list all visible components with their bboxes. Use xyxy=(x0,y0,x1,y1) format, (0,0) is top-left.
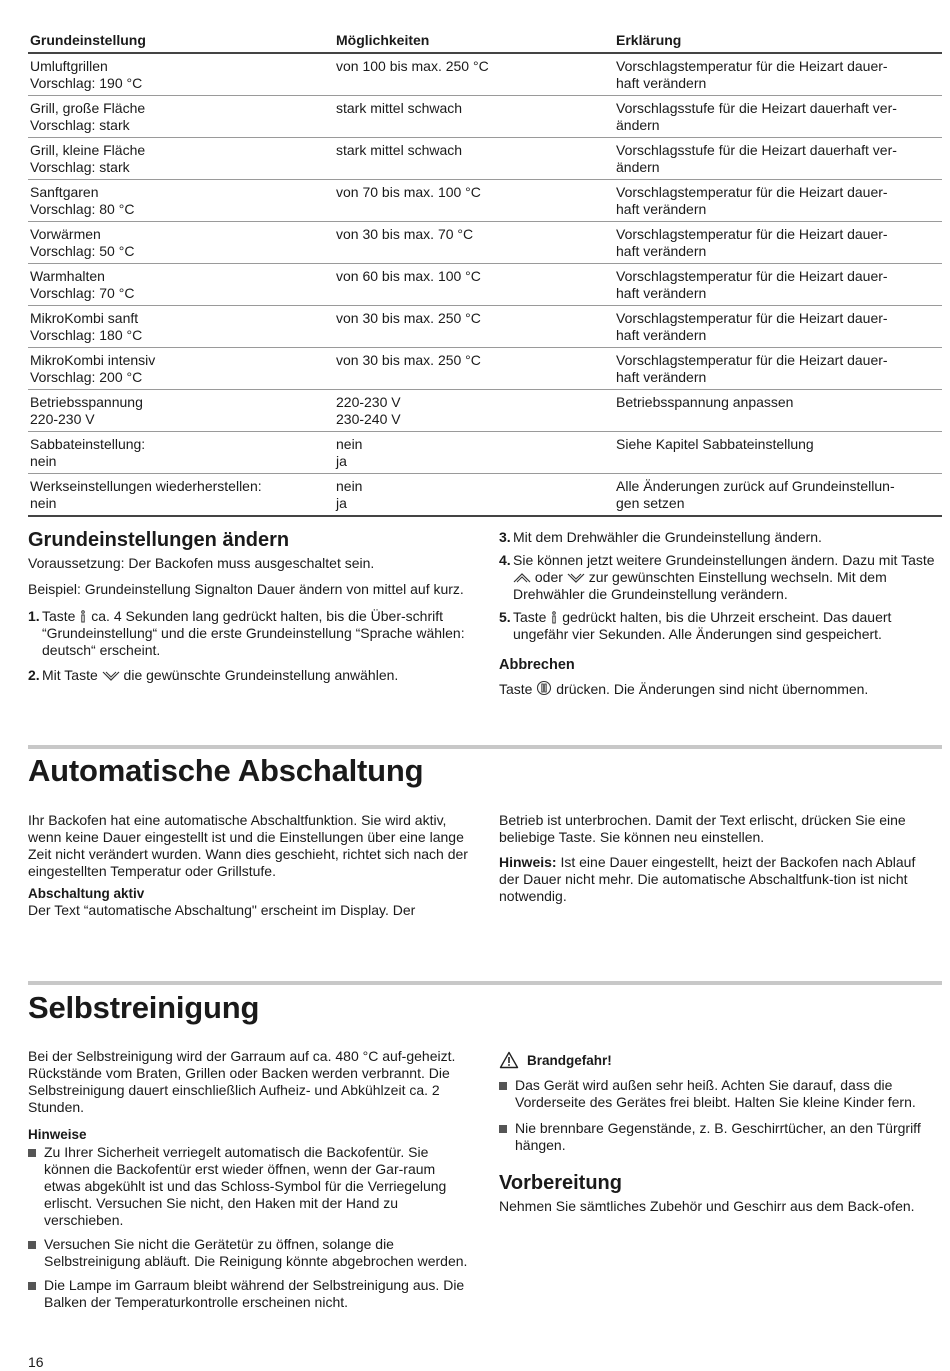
table-cell xyxy=(28,436,336,470)
abschaltung-right xyxy=(499,812,939,905)
cell-line: Vorschlagstemperatur für die Heizart dauer- xyxy=(616,226,888,242)
table-cell xyxy=(616,394,942,428)
table-cell xyxy=(28,58,336,92)
power-key-icon xyxy=(536,680,552,696)
warning-list xyxy=(499,1077,942,1154)
cell-line: Vorschlagstemperatur für die Heizart dauer- xyxy=(616,184,888,200)
cell-line: 220-230 V xyxy=(336,394,401,410)
step-1: 1. Taste ca. 4 Sekunden lang gedrückt halten, bis die Über-schrift “Grundeinstellung“ und die erste Grundeinstellung “Sprache wählen: deutsch“ erscheint. xyxy=(28,608,465,658)
cell-line: Vorschlagstemperatur für die Heizart dauer- xyxy=(616,58,888,74)
table-cell xyxy=(336,268,616,302)
cell-line: von 30 bis max. 70 °C xyxy=(336,226,474,242)
vorbereitung-heading: Vorbereitung xyxy=(499,1172,622,1194)
cell-line: Vorschlagsstufe für die Heizart dauerhaft ver- xyxy=(616,100,897,116)
abschaltung-aktiv-heading: Abschaltung aktiv xyxy=(28,886,145,901)
table-cell xyxy=(28,478,336,512)
table-row xyxy=(28,96,942,138)
table-cell xyxy=(616,436,942,470)
list-item: Versuchen Sie nicht die Gerätetür zu öffnen, solange die Selbstreinigung abläuft. Die Reinigung könnte abgebrochen werden. xyxy=(28,1236,468,1270)
table-row xyxy=(28,432,942,474)
cell-line: Umluftgrillen xyxy=(30,58,108,74)
cell-line: MikroKombi intensiv xyxy=(30,352,156,368)
table-row xyxy=(28,348,942,390)
table-cell xyxy=(28,394,336,428)
bullet-icon xyxy=(28,1282,36,1290)
cell-line: Vorschlagstemperatur für die Heizart dauer- xyxy=(616,352,888,368)
cell-line: von 100 bis max. 250 °C xyxy=(336,58,489,74)
cell-line: Vorschlag: 200 °C xyxy=(30,369,143,385)
hinweise-heading: Hinweise xyxy=(28,1127,87,1142)
cell-line: Vorschlag: 50 °C xyxy=(30,243,135,259)
cell-line: ja xyxy=(336,495,347,511)
table-cell xyxy=(28,142,336,176)
cell-line: 230-240 V xyxy=(336,411,401,427)
table-row xyxy=(28,180,942,222)
cell-line: von 60 bis max. 100 °C xyxy=(336,268,481,284)
abschaltung-right-text: Betrieb ist unterbrochen. Damit der Text erlischt, drücken Sie eine beliebige Taste. Sie können neu einstellen. xyxy=(499,812,906,845)
table-row xyxy=(28,222,942,264)
header-erklaerung: Erklärung xyxy=(616,31,682,48)
section-rule xyxy=(28,981,942,985)
cell-line: nein xyxy=(30,495,57,511)
cell-line: haft verändern xyxy=(616,75,707,91)
cell-line: ändern xyxy=(616,117,660,133)
cell-line: Vorschlagsstufe für die Heizart dauerhaft ver- xyxy=(616,142,897,158)
section-rule xyxy=(28,745,942,749)
cell-line: haft verändern xyxy=(616,369,707,385)
warning-heading: Brandgefahr! xyxy=(499,1051,942,1069)
table-cell xyxy=(336,310,616,344)
grundeinstellungen-right xyxy=(499,529,942,698)
list-item: Zu Ihrer Sicherheit verriegelt automatisch die Backofentür. Sie können die Backofentür erst wieder öffnen, wenn der Gar-raum etwas abgekühlt ist und das Schloss-Symbol für die Verriegelung erlischt. Versuchen Sie nicht, den Haken mit der Hand zu verschieben. xyxy=(28,1144,468,1229)
cell-line: Vorschlag: 80 °C xyxy=(30,201,135,217)
table-cell xyxy=(616,310,942,344)
cell-line: von 30 bis max. 250 °C xyxy=(336,310,481,326)
table-cell xyxy=(616,58,942,92)
cell-line: gen setzen xyxy=(616,495,685,511)
table-cell xyxy=(616,142,942,176)
hinweise-list xyxy=(28,1144,468,1311)
table-row xyxy=(28,54,942,96)
cell-line: ja xyxy=(336,453,347,469)
cell-line: Siehe Kapitel Sabbateinstellung xyxy=(616,436,814,452)
table-cell xyxy=(336,142,616,176)
table-cell xyxy=(336,226,616,260)
cell-line: Sanftgaren xyxy=(30,184,99,200)
table-cell xyxy=(336,100,616,134)
header-grundeinstellung: Grundeinstellung xyxy=(30,31,146,48)
table-cell xyxy=(28,310,336,344)
abschaltung-title: Automatische Abschaltung xyxy=(28,753,424,788)
cell-line: ändern xyxy=(616,159,660,175)
bullet-icon xyxy=(499,1125,507,1133)
table-cell xyxy=(616,268,942,302)
abbrechen-text: Taste drücken. Die Änderungen sind nicht übernommen. xyxy=(499,681,869,697)
abbrechen-heading: Abbrechen xyxy=(499,657,575,673)
cell-line: Sabbateinstellung: xyxy=(30,436,146,452)
table-row xyxy=(28,264,942,306)
table-cell xyxy=(336,478,616,512)
step-5: 5. Taste gedrückt halten, bis die Uhrzeit erscheint. Das dauert ungefähr vier Sekunden. Alle Änderungen sind gespeichert. xyxy=(499,609,892,642)
list-item: Die Lampe im Garraum bleibt während der Selbstreinigung aus. Die Balken der Temperaturkontrolle erscheinen nicht. xyxy=(28,1277,468,1311)
cell-line: nein xyxy=(336,478,363,494)
cell-line: Grill, kleine Fläche xyxy=(30,142,146,158)
abschaltung-hinweis: Hinweis: Ist eine Dauer eingestellt, heizt der Backofen nach Ablauf der Dauer nicht mehr. Die automatische Abschaltfunk-tion ist nicht notwendig. xyxy=(499,854,916,904)
cell-line: haft verändern xyxy=(616,243,707,259)
cell-line: 220-230 V xyxy=(30,411,95,427)
table-cell xyxy=(616,226,942,260)
selbstreinigung-intro: Bei der Selbstreinigung wird der Garraum auf ca. 480 °C auf-geheizt. Rückstände vom Braten, Grillen oder Backen werden verbrannt. Die Selbstreinigung dauert einschließlich Aufheiz- und Abkühlzeit ca. 2 Stunden. xyxy=(28,1048,456,1115)
table-row xyxy=(28,474,942,517)
step-2: 2. Mit Taste die gewünschte Grundeinstellung anwählen. xyxy=(28,667,399,683)
info-key-icon xyxy=(550,611,558,624)
cell-line: Vorschlag: 70 °C xyxy=(30,285,135,301)
chevron-up-icon xyxy=(513,572,531,584)
cell-line: Werkseinstellungen wiederherstellen: xyxy=(30,478,262,494)
cell-line: Vorschlag: stark xyxy=(30,117,130,133)
cell-line: Vorschlagstemperatur für die Heizart dauer- xyxy=(616,310,888,326)
table-cell xyxy=(616,184,942,218)
table-cell xyxy=(336,352,616,386)
list-item: Nie brennbare Gegenstände, z. B. Geschirrtücher, an den Türgriff hängen. xyxy=(499,1120,942,1154)
table-row xyxy=(28,390,942,432)
voraussetzung-text: Voraussetzung: Der Backofen muss ausgeschaltet sein. xyxy=(28,555,375,571)
selbstreinigung-title: Selbstreinigung xyxy=(28,990,260,1025)
cell-line: Betriebsspannung anpassen xyxy=(616,394,794,410)
header-moeglichkeiten: Möglichkeiten xyxy=(336,31,430,48)
cell-line: stark mittel schwach xyxy=(336,142,463,158)
table-row xyxy=(28,306,942,348)
list-item: Das Gerät wird außen sehr heiß. Achten Sie darauf, dass die Vorderseite des Gerätes frei bleibt. Halten Sie kleine Kinder fern. xyxy=(499,1077,942,1111)
cell-line: Vorschlag: 180 °C xyxy=(30,327,143,343)
cell-line: haft verändern xyxy=(616,327,707,343)
settings-table xyxy=(28,28,942,517)
cell-line: Grill, große Fläche xyxy=(30,100,146,116)
table-cell xyxy=(28,226,336,260)
table-body xyxy=(28,54,942,517)
grundeinstellungen-left xyxy=(28,528,468,684)
cell-line: Alle Änderungen zurück auf Grundeinstellun- xyxy=(616,478,895,494)
cell-line: haft verändern xyxy=(616,201,707,217)
table-cell xyxy=(336,394,616,428)
table-row xyxy=(28,138,942,180)
beispiel-text: Beispiel: Grundeinstellung Signalton Dauer ändern von mittel auf kurz. xyxy=(28,581,464,597)
bullet-icon xyxy=(28,1241,36,1249)
table-header xyxy=(28,28,942,54)
table-cell xyxy=(28,100,336,134)
table-cell xyxy=(28,352,336,386)
table-cell xyxy=(28,184,336,218)
vorbereitung-text: Nehmen Sie sämtliches Zubehör und Geschirr aus dem Back-ofen. xyxy=(499,1198,915,1214)
cell-line: Betriebsspannung xyxy=(30,394,143,410)
cell-line: Vorschlagstemperatur für die Heizart dauer- xyxy=(616,268,888,284)
chevron-down-icon xyxy=(102,670,120,682)
table-cell xyxy=(616,352,942,386)
cell-line: nein xyxy=(30,453,57,469)
cell-line: stark mittel schwach xyxy=(336,100,463,116)
step-4: 4. Sie können jetzt weitere Grundeinstellungen ändern. Dazu mit Taste oder zur gewünschten Einstellung wechseln. Mit dem Drehwähler die Grundeinstellung verändern. xyxy=(499,552,935,602)
table-cell xyxy=(616,100,942,134)
info-key-icon xyxy=(79,610,87,623)
page-number: 16 xyxy=(28,1354,44,1370)
bullet-icon xyxy=(499,1082,507,1090)
warning-triangle-icon xyxy=(499,1051,519,1069)
cell-line: Vorwärmen xyxy=(30,226,101,242)
chevron-down-icon xyxy=(567,572,585,584)
cell-line: MikroKombi sanft xyxy=(30,310,139,326)
table-cell xyxy=(336,436,616,470)
cell-line: haft verändern xyxy=(616,285,707,301)
table-cell xyxy=(336,58,616,92)
cell-line: Vorschlag: stark xyxy=(30,159,130,175)
abschaltung-left xyxy=(28,812,468,919)
table-cell xyxy=(616,478,942,512)
cell-line: nein xyxy=(336,436,363,452)
cell-line: von 30 bis max. 250 °C xyxy=(336,352,481,368)
cell-line: Warmhalten xyxy=(30,268,105,284)
grundeinstellungen-heading: Grundeinstellungen ändern xyxy=(28,529,290,551)
selbstreinigung-right xyxy=(499,1051,942,1215)
abschaltung-intro: Ihr Backofen hat eine automatische Abschaltfunktion. Sie wird aktiv, wenn keine Dauer eingestellt ist und die Einstellungen über eine lange Zeit nicht verändert wurden. Wann dies geschieht, richtet sich nach der eingestellten Temperatur oder Grillstufe. xyxy=(28,812,468,879)
table-cell xyxy=(336,184,616,218)
cell-line: Vorschlag: 190 °C xyxy=(30,75,143,91)
cell-line: von 70 bis max. 100 °C xyxy=(336,184,481,200)
abschaltung-aktiv-text: Der Text “automatische Abschaltung" erscheint im Display. Der xyxy=(28,902,416,918)
bullet-icon xyxy=(28,1149,36,1157)
step-3: 3. Mit dem Drehwähler die Grundeinstellung ändern. xyxy=(499,529,822,545)
table-cell xyxy=(28,268,336,302)
selbstreinigung-left xyxy=(28,1048,468,1311)
